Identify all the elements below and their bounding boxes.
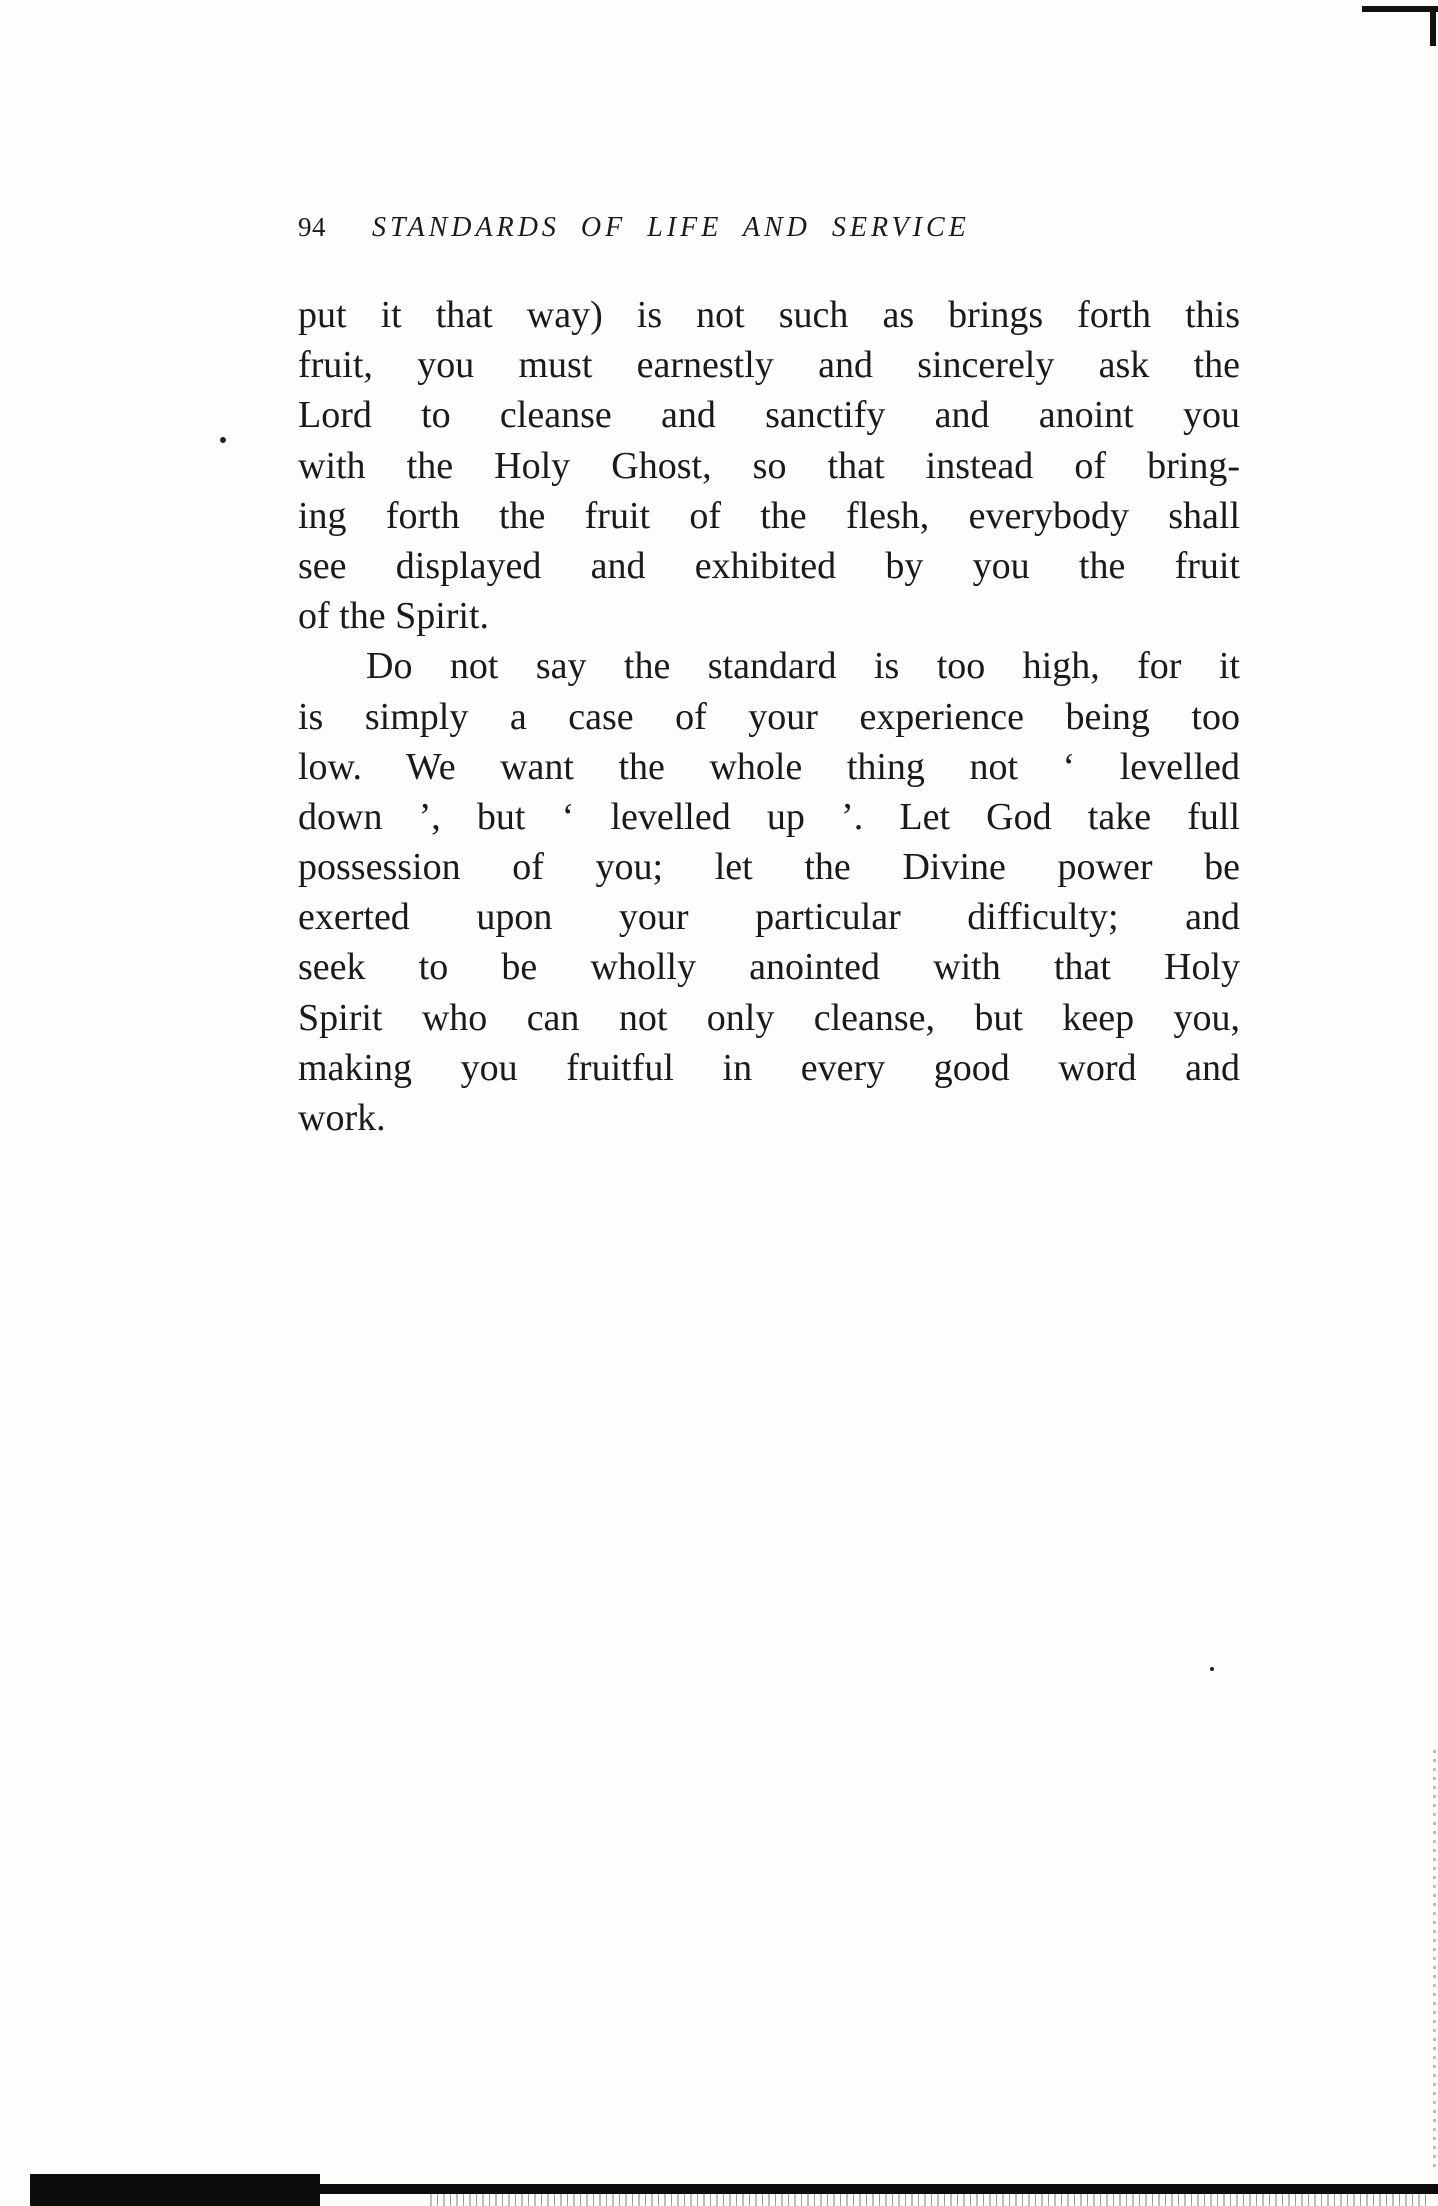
text-line: exerted upon your particular difficulty; and	[298, 896, 1240, 939]
ink-speck	[220, 437, 226, 443]
running-head: STANDARDS OF LIFE AND SERVICE	[372, 212, 970, 243]
text-line: with the Holy Ghost, so that instead of bring-	[298, 444, 1240, 487]
text-line: low. We want the whole thing not ‘ levelled	[298, 745, 1240, 788]
text-line: work.	[298, 1097, 386, 1139]
body-text	[298, 290, 1240, 1143]
text-line: Lord to cleanse and sanctify and anoint you	[298, 394, 1240, 437]
text-line: of the Spirit.	[298, 595, 490, 638]
paragraph-1	[298, 290, 1240, 641]
text-line: ing forth the fruit of the flesh, everybody shall	[298, 494, 1240, 537]
text-line: Do not say the standard is too high, for it	[366, 645, 1240, 688]
text-line: fruit, you must earnestly and sincerely ask the	[298, 344, 1240, 387]
text-line: put it that way) is not such as brings forth this	[298, 294, 1240, 336]
text-line: making you fruitful in every good word and	[298, 1046, 1240, 1089]
scan-edge-noise	[1433, 1750, 1436, 2170]
text-line: see displayed and exhibited by you the fruit	[298, 544, 1240, 587]
ink-speck	[1210, 1667, 1214, 1671]
scan-corner-mark	[1358, 0, 1438, 22]
page-number: 94	[298, 212, 326, 242]
page-header	[298, 212, 1158, 252]
text-line: Spirit who can not only cleanse, but keep you,	[298, 996, 1240, 1039]
text-line: possession of you; let the Divine power be	[298, 846, 1240, 889]
scan-bottom-edge	[30, 2170, 1438, 2206]
text-line: down ’, but ‘ levelled up ’. Let God take full	[298, 795, 1240, 838]
text-line: is simply a case of your experience being too	[298, 695, 1240, 738]
paragraph-2	[298, 641, 1240, 1143]
text-line: seek to be wholly anointed with that Holy	[298, 946, 1240, 989]
